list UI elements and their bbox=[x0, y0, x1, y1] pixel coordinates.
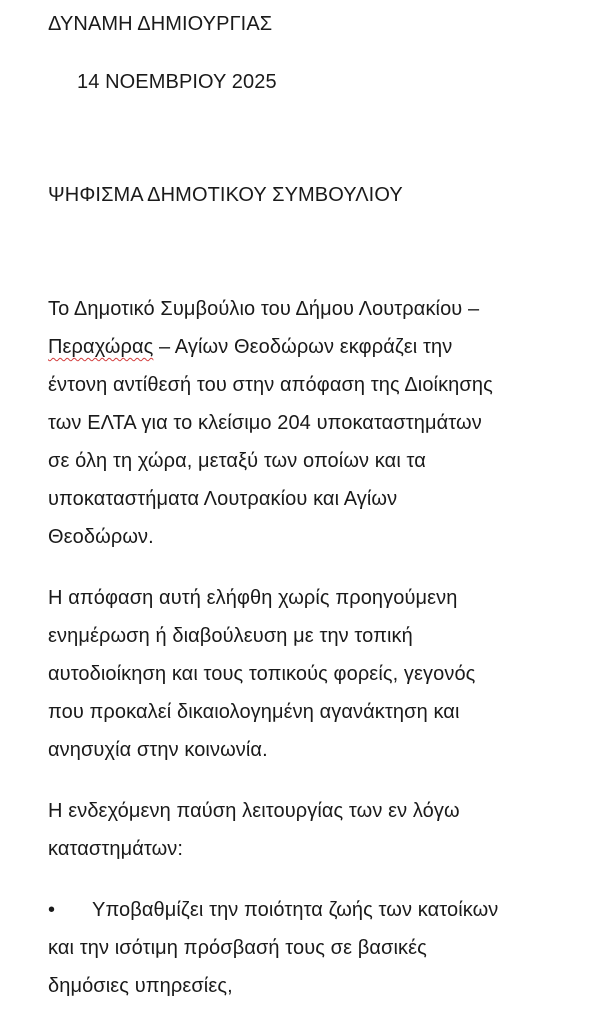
paragraph-line: αυτοδιοίκηση και τους τοπικούς φορείς, γεγονός bbox=[48, 663, 476, 685]
document-date: 14 ΝΟΕΜΒΡΙΟΥ 2025 bbox=[77, 71, 277, 93]
paragraph-line: υποκαταστήματα Λουτρακίου και Αγίων bbox=[48, 488, 398, 510]
paragraph-line bbox=[48, 335, 452, 359]
paragraph-line: καταστημάτων: bbox=[48, 838, 184, 860]
misspelled-word[interactable]: Περαχώρας bbox=[48, 336, 154, 358]
bullet-line: δημόσιες υπηρεσίες, bbox=[48, 975, 233, 997]
paragraph-line: σε όλη τη χώρα, μεταξύ των οποίων και τα bbox=[48, 450, 426, 472]
bullet-line: και την ισότιμη πρόσβασή τους σε βασικές bbox=[48, 937, 427, 959]
paragraph-line: Η ενδεχόμενη παύση λειτουργίας των εν λόγω bbox=[48, 800, 460, 822]
paragraph-line: έντονη αντίθεσή του στην απόφαση της Διοίκησης bbox=[48, 374, 493, 396]
paragraph-line-rest: – Αγίων Θεοδώρων εκφράζει την bbox=[153, 336, 453, 358]
paragraph-line: Η απόφαση αυτή ελήφθη χωρίς προηγούμενη bbox=[48, 587, 458, 609]
bullet-marker: • bbox=[48, 899, 56, 921]
paragraph-line: των ΕΛΤΑ για το κλείσιμο 204 υποκαταστημάτων bbox=[48, 412, 482, 434]
bullet-line: Υποβαθμίζει την ποιότητα ζωής των κατοίκων bbox=[92, 899, 499, 921]
document-title: ΨΗΦΙΣΜΑ ΔΗΜΟΤΙΚΟΥ ΣΥΜΒΟΥΛΙΟΥ bbox=[48, 184, 403, 206]
paragraph-line: που προκαλεί δικαιολογημένη αγανάκτηση και bbox=[48, 701, 460, 723]
paragraph-line: ενημέρωση ή διαβούλευση με την τοπική bbox=[48, 625, 413, 647]
paragraph-line: ανησυχία στην κοινωνία. bbox=[48, 739, 268, 761]
paragraph-line: Το Δημοτικό Συμβούλιο του Δήμου Λουτρακίου – bbox=[48, 298, 480, 320]
paragraph-line: Θεοδώρων. bbox=[48, 526, 154, 548]
org-name: ΔΥΝΑΜΗ ΔΗΜΙΟΥΡΓΙΑΣ bbox=[48, 13, 273, 35]
